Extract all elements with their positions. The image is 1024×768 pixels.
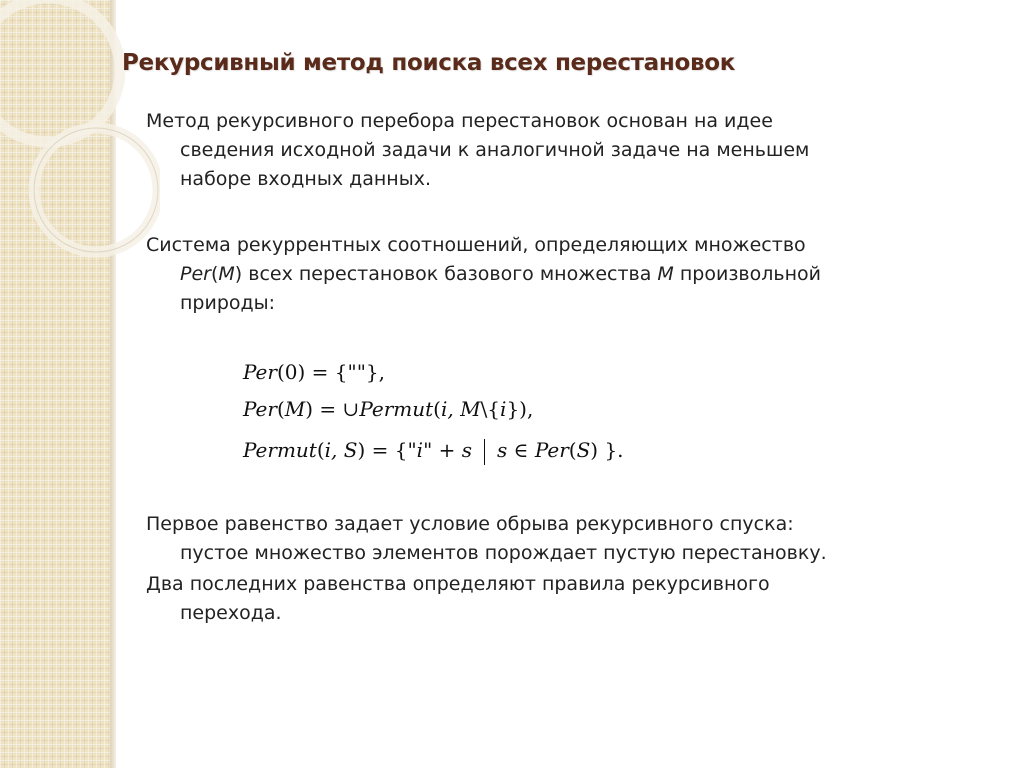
paren-open: ( [210, 263, 219, 285]
text-line: пустое множество элементов порождает пустую перестановку. [180, 542, 827, 564]
text-line: природы: [180, 292, 276, 314]
formula-token: i [416, 438, 424, 462]
per-symbol: Per [180, 263, 211, 285]
formula-token: i, M [440, 397, 481, 421]
formula-token: ) = {" [357, 438, 417, 462]
formula-token: Permut [243, 438, 317, 462]
text-line: перехода. [180, 602, 282, 624]
formula-token: ) }. [590, 438, 624, 462]
text-line: Первое равенство задает условие обрыва рекурсивного спуска: [146, 513, 794, 535]
set-m-symbol: M [218, 263, 235, 285]
formula-token: Permut [359, 397, 434, 421]
formula-token: Per [243, 360, 277, 384]
formula-token: Per [534, 438, 569, 462]
text-line [146, 260, 976, 289]
paragraph-first-equality [146, 510, 976, 568]
paragraph-last-equalities [146, 570, 976, 628]
paragraph-method-description [146, 107, 976, 194]
formula-token: ( [316, 438, 325, 462]
text-fragment: всех перестановок базового множества [242, 263, 658, 285]
formula-token: ( [276, 397, 285, 421]
formula-token: ∈ [507, 438, 535, 462]
formula-token: i [500, 397, 507, 421]
decorative-rings-icon [0, 0, 160, 300]
formula-token: " + [423, 438, 462, 462]
formula-token: ) = ∪ [305, 397, 360, 421]
formula-per-m [243, 397, 533, 421]
formula-token: s [461, 438, 473, 462]
paragraph-recurrence-system [146, 231, 976, 318]
formula-token: ( [433, 397, 441, 421]
formula-token: ( [568, 438, 577, 462]
text-line: Метод рекурсивного перебора перестановок основан на идее [146, 110, 773, 132]
formula-token: s [497, 438, 508, 462]
text-line: Два последних равенства определяют правила рекурсивного [146, 573, 770, 595]
text-line: наборе входных данных. [180, 168, 432, 190]
formula-token: S [576, 438, 591, 462]
slide-title: Рекурсивный метод поиска всех перестановок [122, 50, 736, 76]
formula-per-zero [243, 360, 385, 384]
set-m-symbol: M [657, 263, 674, 285]
formula-token: }), [506, 397, 534, 421]
text-line: сведения исходной задачи к аналогичной задаче на меньшем [180, 139, 810, 161]
text-fragment: произвольной [673, 263, 821, 285]
text-line: Система рекуррентных соотношений, определяющих множество [146, 234, 806, 256]
formula-permut [243, 438, 624, 465]
formula-token: \{ [480, 397, 501, 421]
set-builder-bar [484, 439, 485, 465]
formula-token: Per [243, 397, 277, 421]
formula-token: (0) = {""}, [276, 360, 385, 384]
formula-token: M [284, 397, 306, 421]
paren-close: ) [234, 263, 243, 285]
formula-token: i, S [324, 438, 358, 462]
